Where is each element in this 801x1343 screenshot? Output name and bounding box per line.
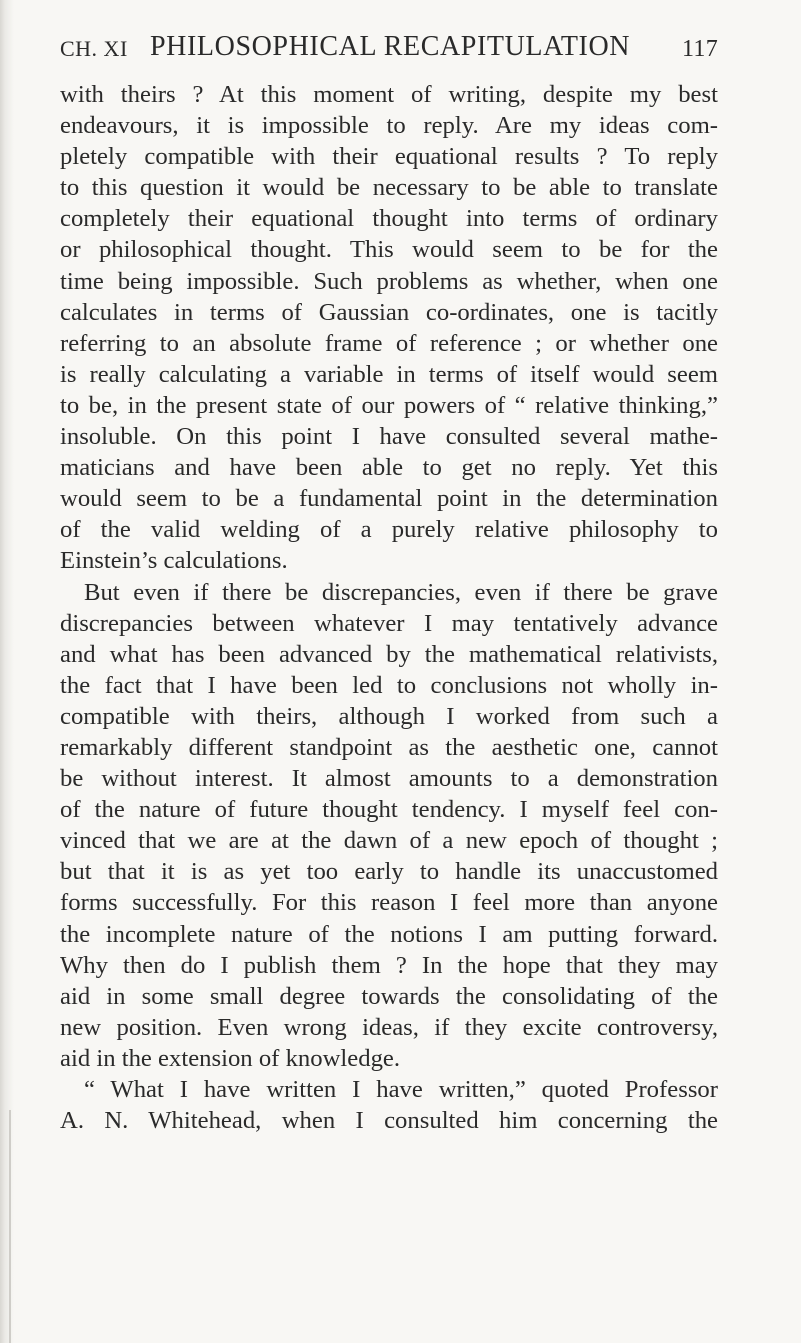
running-head-title: PHILOSOPHICAL RECAPITULATION xyxy=(150,31,631,62)
text-line: aid in some small degree towards the consolidating of the xyxy=(60,982,718,1010)
text-line: discrepancies between whatever I may tentatively advance xyxy=(60,609,718,637)
text-line: remarkably different standpoint as the aesthetic one, cannot xyxy=(60,733,718,761)
text-line: forms successfully. For this reason I feel more than anyone xyxy=(60,889,718,917)
paragraph-1 xyxy=(60,79,718,577)
binding-gutter-line xyxy=(9,1110,11,1343)
page-number: 117 xyxy=(681,36,718,62)
text-line: time being impossible. Such problems as whether, when one xyxy=(60,267,718,295)
text-line: is really calculating a variable in terms of itself would seem xyxy=(60,360,718,388)
text-line: insoluble. On this point I have consulted several mathe- xyxy=(60,423,718,451)
text-line: pletely compatible with their equational results ? To reply xyxy=(60,143,718,171)
text-line: But even if there be discrepancies, even if there be grave xyxy=(84,578,718,606)
text-line: new position. Even wrong ideas, if they excite controversy, xyxy=(60,1013,718,1041)
text-line: the incomplete nature of the notions I am putting forward. xyxy=(60,920,718,948)
text-line: Einstein’s calculations. xyxy=(60,547,288,575)
text-line: but that it is as yet too early to handle its unaccustomed xyxy=(60,858,718,886)
text-line: to be, in the present state of our powers of “ relative thinking,” xyxy=(60,391,718,419)
text-line: “ What I have written I have written,” quoted Professor xyxy=(84,1076,718,1103)
text-line: referring to an absolute frame of reference ; or whether one xyxy=(60,329,718,357)
text-line: and what has been advanced by the mathematical relativists, xyxy=(60,640,718,668)
paragraph-2 xyxy=(60,577,718,1075)
chapter-label: CH. XI xyxy=(60,36,128,61)
text-line: the fact that I have been led to conclusions not wholly in- xyxy=(60,671,718,699)
text-line: maticians and have been able to get no reply. Yet this xyxy=(60,454,718,482)
running-head xyxy=(60,31,718,76)
paragraph-3 xyxy=(60,1074,718,1136)
text-line: be without interest. It almost amounts to a demonstration xyxy=(60,765,718,793)
text-line: aid in the extension of knowledge. xyxy=(60,1044,401,1072)
text-line: completely their equational thought into terms of ordinary xyxy=(60,205,718,233)
text-line: calculates in terms of Gaussian co-ordinates, one is tacitly xyxy=(60,298,718,326)
text-line: of the nature of future thought tendency. I myself feel con- xyxy=(60,796,718,824)
text-line: A. N. Whitehead, when I consulted him concerning the xyxy=(60,1107,718,1135)
text-line: endeavours, it is impossible to reply. Are my ideas com- xyxy=(60,112,718,140)
text-line: compatible with theirs, although I worked from such a xyxy=(60,702,718,730)
body-text xyxy=(60,79,718,1136)
text-line: vinced that we are at the dawn of a new epoch of thought ; xyxy=(60,827,718,855)
text-line: would seem to be a fundamental point in the determination xyxy=(60,485,718,513)
text-line: or philosophical thought. This would seem to be for the xyxy=(60,236,718,264)
binding-gutter-shadow xyxy=(0,0,14,1343)
text-line: of the valid welding of a purely relative philosophy to xyxy=(60,516,718,544)
text-line: to this question it would be necessary to be able to translate xyxy=(60,174,718,202)
text-line: with theirs ? At this moment of writing, despite my best xyxy=(60,81,718,108)
text-line: Why then do I publish them ? In the hope that they may xyxy=(60,951,718,979)
